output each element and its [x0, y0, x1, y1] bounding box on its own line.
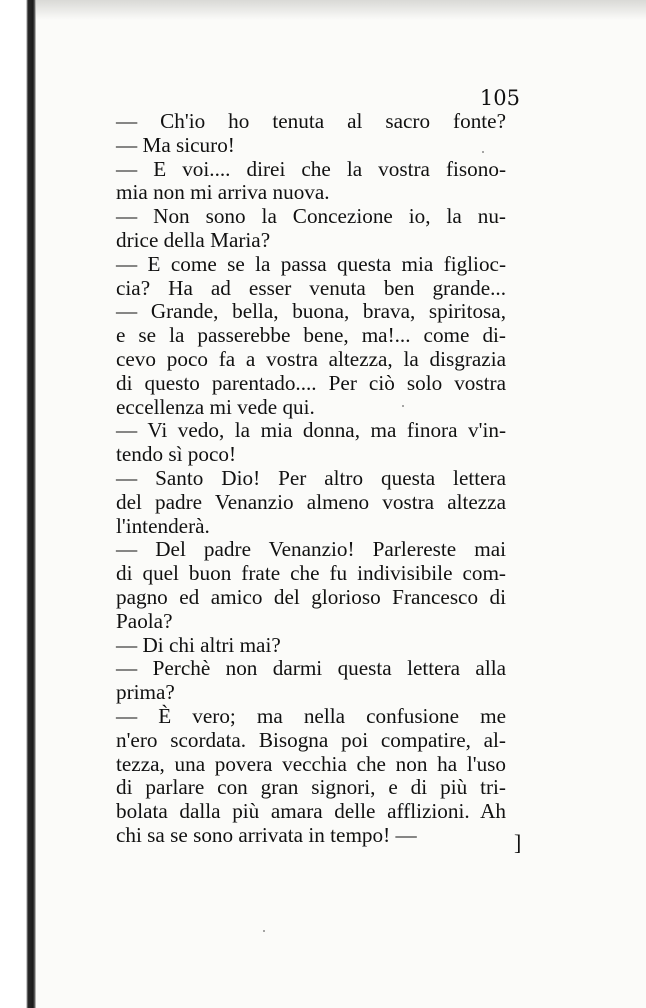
- text-line: — È vero; ma nella confusione me: [116, 703, 506, 728]
- text-line: tezza, una povera vecchia che non ha l'uso: [116, 751, 506, 776]
- text-line: cevo poco fa a vostra altezza, la disgrazia: [116, 346, 506, 371]
- page-text: [116, 110, 506, 848]
- text-line: prima?: [116, 680, 175, 705]
- paper-speck: [482, 151, 484, 153]
- closing-bracket-mark: ]: [514, 830, 522, 855]
- text-line: — Del padre Venanzio! Parlereste mai: [116, 537, 506, 562]
- text-line: — Grande, bella, buona, brava, spiritosa,: [116, 299, 506, 324]
- book-spine-edge: [0, 0, 36, 1008]
- text-line: drice della Maria?: [116, 227, 271, 252]
- text-line: — Di chi altri mai?: [116, 632, 281, 657]
- text-line: — Ma sicuro!: [116, 132, 235, 157]
- text-line: eccellenza mi vede qui.: [116, 394, 315, 419]
- text-line: Paola?: [116, 608, 173, 633]
- text-line: di parlare con gran signori, e di più tri-: [116, 775, 506, 800]
- text-line: e se la passerebbe bene, ma!... come di-: [116, 323, 506, 348]
- text-line: — Santo Dio! Per altro questa lettera: [116, 465, 506, 490]
- paper-speck: [402, 405, 404, 407]
- text-line: del padre Venanzio almeno vostra altezza: [116, 489, 506, 514]
- text-line: — E come se la passa questa mia figlioc-: [116, 251, 506, 276]
- text-line: cia? Ha ad esser venuta ben grande...: [116, 275, 506, 300]
- text-line: di quel buon frate che fu indivisibile com-: [116, 561, 506, 586]
- text-line: pagno ed amico del glorioso Francesco di: [116, 584, 506, 609]
- text-line: — Perchè non darmi questa lettera alla: [116, 656, 506, 681]
- text-line: — Vi vedo, la mia donna, ma finora v'in-: [116, 418, 506, 443]
- text-line: chi sa se sono arrivata in tempo! —: [116, 822, 417, 847]
- text-line: — Ch'io ho tenuta al sacro fonte?: [116, 109, 506, 133]
- text-line: — Non sono la Concezione io, la nu-: [116, 204, 506, 229]
- text-line: mia non mi arriva nuova.: [116, 180, 330, 205]
- text-line: n'ero scordata. Bisogna poi compatire, al-: [116, 727, 506, 752]
- page-top-shadow: [36, 0, 646, 20]
- page-number: 105: [479, 86, 520, 110]
- text-line: — E voi.... direi che la vostra fisono-: [116, 156, 506, 181]
- text-line: di questo parentado.... Per ciò solo vostra: [116, 370, 506, 395]
- paper-speck: [263, 930, 265, 932]
- text-line: tendo sì poco!: [116, 442, 237, 467]
- text-line: l'intenderà.: [116, 513, 210, 538]
- text-line: bolata dalla più amara delle afflizioni. Ah: [116, 799, 506, 824]
